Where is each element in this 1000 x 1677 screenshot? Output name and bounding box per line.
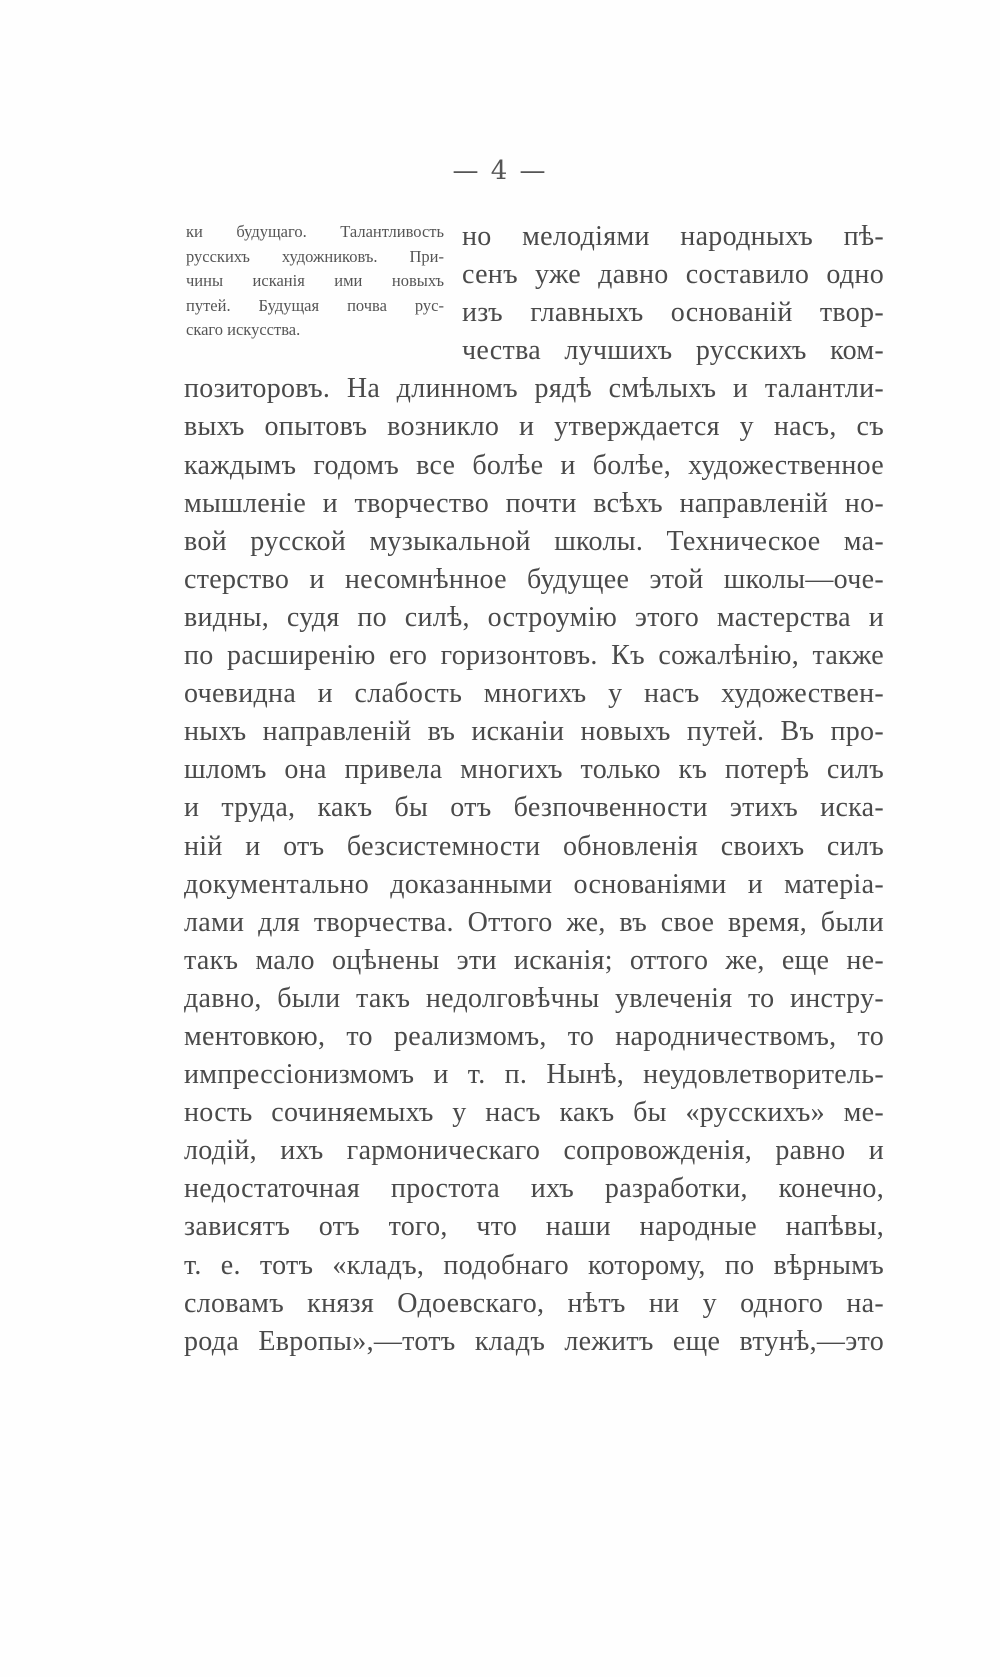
body-line: импрессіонизмомъ и т. п. Нынѣ, неудовлетворитель- xyxy=(184,1059,884,1091)
body-line: ность сочиняемыхъ у насъ какъ бы «русскихъ» ме- xyxy=(184,1097,884,1129)
margin-note-line: скаго искусства. xyxy=(186,320,301,339)
body-line: изъ главныхъ основаній твор- xyxy=(462,297,884,329)
body-line: сенъ уже давно составило одно xyxy=(462,259,884,291)
body-line: рода Европы»,—тотъ кладъ лежитъ еще втунѣ,—это xyxy=(184,1325,884,1357)
margin-note-line: русскихъ художниковъ. При- xyxy=(186,246,444,266)
body-line: недостаточная простота ихъ разработки, конечно, xyxy=(184,1173,884,1205)
body-line: позиторовъ. На длинномъ рядѣ смѣлыхъ и талантли- xyxy=(184,373,884,405)
margin-note-line: ки будущаго. Талантливость xyxy=(186,222,444,241)
body-line: словамъ князя Одоевскаго, нѣтъ ни у одного на- xyxy=(184,1287,884,1319)
page-number: — 4 — xyxy=(452,156,548,186)
body-line: чества лучшихъ русскихъ ком- xyxy=(462,335,884,367)
body-line: видны, судя по силѣ, остроумію этого мастерства и xyxy=(184,601,884,633)
body-line: очевидна и слабость многихъ у насъ художествен- xyxy=(184,678,884,710)
body-line: ныхъ направленій въ исканіи новыхъ путей. Въ про- xyxy=(184,716,884,748)
body-line: т. е. тотъ «кладъ, подобнаго которому, по вѣрнымъ xyxy=(184,1249,884,1281)
body-line: ній и отъ безсистемности обновленія своихъ силъ xyxy=(184,830,884,862)
body-line: по расширенію его горизонтовъ. Къ сожалѣнію, также xyxy=(184,640,884,672)
body-line: и труда, какъ бы отъ безпочвенности этихъ иска- xyxy=(184,792,884,824)
body-line: стерство и несомнѣнное будущее этой школы—оче- xyxy=(184,563,884,595)
margin-note-line: чины исканія ими новыхъ xyxy=(186,271,444,290)
margin-note-line: путей. Будущая почва рус- xyxy=(186,295,444,315)
body-line: но мелодіями народныхъ пѣ- xyxy=(462,221,884,252)
body-line: шломъ она привела многихъ только къ потерѣ силъ xyxy=(184,754,884,786)
body-line: мышленіе и творчество почти всѣхъ направленій но- xyxy=(184,487,884,519)
body-line: выхъ опытовъ возникло и утверждается у насъ, съ xyxy=(184,411,884,443)
body-line: вой русской музыкальной школы. Техническое ма- xyxy=(184,525,884,557)
body-line: зависятъ отъ того, что наши народные напѣвы, xyxy=(184,1211,884,1243)
body-line: лодій, ихъ гармоническаго сопровожденія, равно и xyxy=(184,1135,884,1167)
body-text xyxy=(184,218,884,1361)
body-line: каждымъ годомъ все болѣе и болѣе, художественное xyxy=(184,449,884,481)
body-line: давно, были такъ недолговѣчны увлеченія то инстру- xyxy=(184,982,884,1014)
body-line: лами для творчества. Оттого же, въ свое время, были xyxy=(184,906,884,938)
body-line: такъ мало оцѣнены эти исканія; оттого же, еще не- xyxy=(184,944,884,976)
body-line: ментовкою, то реализмомъ, то народничествомъ, то xyxy=(184,1020,884,1052)
body-line: документально доказанными основаніями и матеріа- xyxy=(184,868,884,900)
